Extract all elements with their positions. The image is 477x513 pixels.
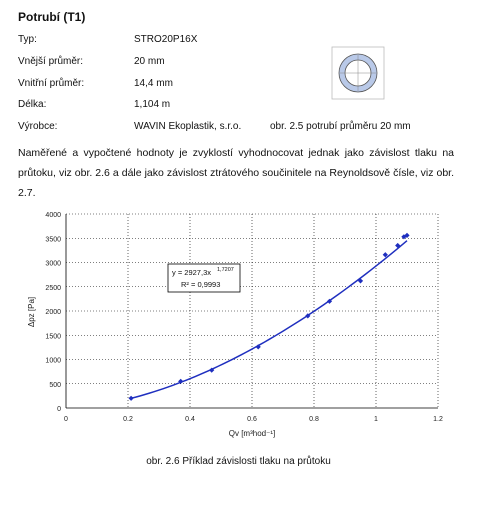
y-tick-label: 1000: [45, 357, 61, 365]
body-paragraph: Naměřené a vypočtené hodnoty je zvyklostí vyhodnocovat jednak jako závislost tlaku na průtoku, viz obr. 2.6 a dále jako závislost ztrátového součinitele na Reynoldsově čísle, viz obr. 2.7.: [18, 147, 454, 199]
x-tick-label: 0.6: [247, 416, 257, 423]
y-tick-label: 2000: [45, 309, 61, 316]
prop-value-type: STRO20P16X: [134, 34, 198, 45]
y-tick-label: 1500: [45, 333, 61, 341]
pipe-cross-section-icon: [330, 45, 386, 101]
y-axis-label: Δpz [Pa]: [27, 296, 36, 328]
y-tick-label: 2500: [45, 284, 61, 292]
prop-value-length: 1,104 m: [134, 99, 171, 110]
equation-exponent: 1,7207: [217, 267, 234, 273]
y-tick-label: 500: [49, 381, 61, 389]
x-tick-label: 0.4: [185, 416, 195, 423]
x-tick-label: 1.2: [433, 416, 443, 423]
prop-value-manufacturer: WAVIN Ekoplastik, s.r.o.: [134, 121, 242, 132]
x-tick-label: 1: [374, 416, 378, 423]
x-tick-label: 0.8: [309, 416, 319, 423]
y-tick-label: 4000: [45, 212, 61, 219]
prop-label-length: Délka:: [18, 99, 47, 110]
x-axis-label: Qv [m³hod⁻¹]: [228, 429, 276, 438]
prop-label-manufacturer: Výrobce:: [18, 121, 58, 132]
prop-value-outer-diameter: 20 mm: [134, 56, 165, 67]
data-point: [129, 396, 134, 401]
prop-label-outer-diameter: Vnější průměr:: [18, 56, 84, 67]
pressure-flow-chart: [0, 200, 477, 450]
section-title: Potrubí (T1): [18, 10, 86, 24]
y-tick-label: 0: [57, 406, 61, 413]
prop-label-type: Typ:: [18, 34, 37, 45]
y-tick-label: 3500: [45, 236, 61, 244]
x-tick-label: 0.2: [123, 416, 133, 423]
pipe-figure-caption: obr. 2.5 potrubí průměru 20 mm: [270, 121, 411, 132]
r-squared-label: R² = 0,9993: [181, 280, 221, 289]
y-tick-label: 3000: [45, 260, 61, 268]
prop-label-inner-diameter: Vnitřní průměr:: [18, 78, 85, 89]
equation-label: y = 2927,3x: [172, 268, 211, 277]
figure-caption: obr. 2.6 Příklad závislosti tlaku na průtoku: [146, 456, 331, 467]
prop-value-inner-diameter: 14,4 mm: [134, 78, 173, 89]
x-tick-label: 0: [64, 416, 68, 423]
